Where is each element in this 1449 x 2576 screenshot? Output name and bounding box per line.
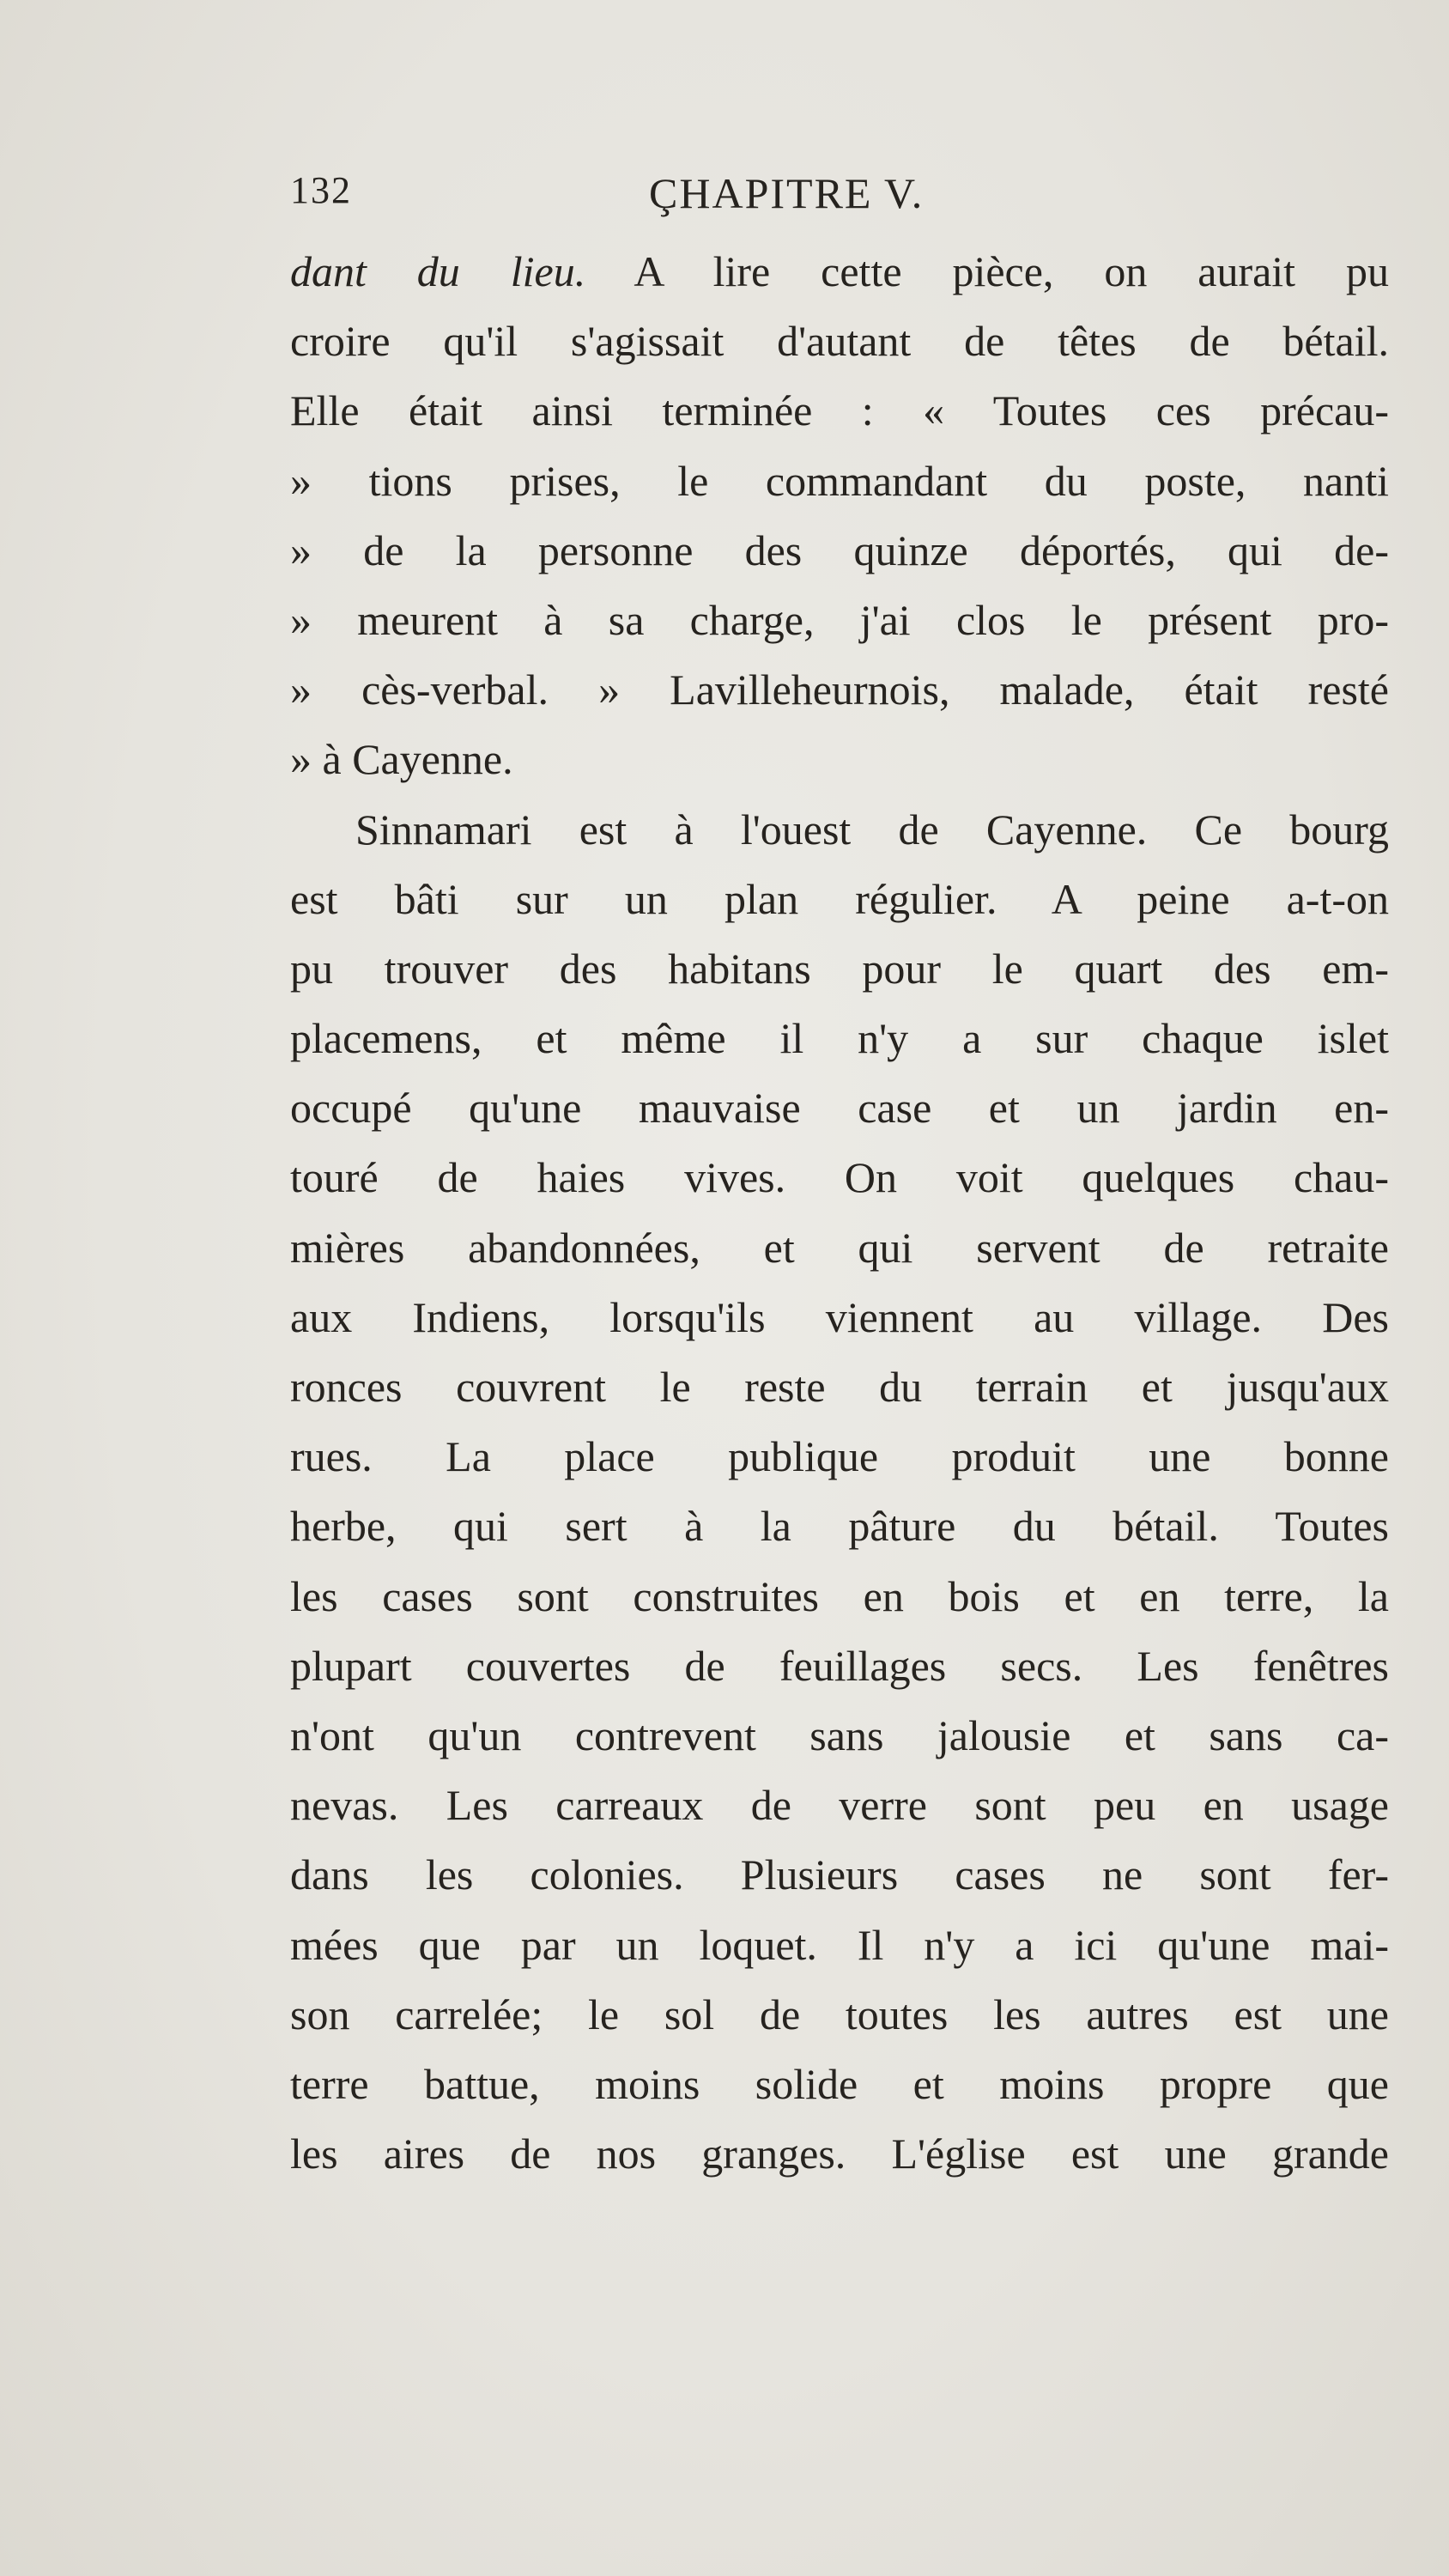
- text-line: ronces couvrent le reste du terrain et jusqu'aux: [290, 1363, 1389, 1411]
- text-line: mières abandonnées, et qui servent de retraite: [290, 1223, 1389, 1272]
- text-line: plupart couvertes de feuillages secs. Les fenêtres: [290, 1641, 1389, 1690]
- text-line: touré de haies vives. On voit quelques chau-: [290, 1153, 1389, 1202]
- text-line: mées que par un loquet. Il n'y a ici qu'une mai-: [290, 1920, 1389, 1969]
- text-line: n'ont qu'un contrevent sans jalousie et sans ca-: [290, 1710, 1389, 1759]
- text-line: son carrelée; le sol de toutes les autres est une: [290, 1990, 1389, 2038]
- text-line: » de la personne des quinze déportés, qui de-: [290, 526, 1389, 574]
- text-line: les cases sont construites en bois et en terre, la: [290, 1571, 1389, 1620]
- text-line: [290, 237, 1389, 307]
- text-line: terre battue, moins solide et moins propre que: [290, 2059, 1389, 2108]
- text-line: les aires de nos granges. L'église est une grande: [290, 2129, 1389, 2178]
- page-number: 132: [290, 169, 352, 211]
- text-line: aux Indiens, lorsqu'ils viennent au village. Des: [290, 1292, 1389, 1341]
- body-text: [290, 237, 1389, 2189]
- text-line: » à Cayenne.: [290, 735, 513, 784]
- text-line: » tions prises, le commandant du poste, nanti: [290, 456, 1389, 505]
- line-text: A lire cette pièce, on aurait pu: [585, 247, 1389, 295]
- text-line: croire qu'il s'agissait d'autant de têtes de bétail.: [290, 317, 1389, 366]
- text-line: est bâti sur un plan régulier. A peine a-t-on: [290, 874, 1389, 923]
- page-header: [290, 168, 1389, 228]
- text-line: » cès-verbal. » Lavilleheurnois, malade, était resté: [290, 665, 1389, 714]
- text-line: placemens, et même il n'y a sur chaque islet: [290, 1014, 1389, 1063]
- text-line: Elle était ainsi terminée : « Toutes ces précau-: [290, 386, 1389, 435]
- text-line: dans les colonies. Plusieurs cases ne sont fer-: [290, 1850, 1389, 1899]
- paragraph-first-line: Sinnamari est à l'ouest de Cayenne. Ce bourg: [355, 805, 1389, 854]
- running-head: ÇHAPITRE V.: [649, 169, 925, 217]
- text-line: » meurent à sa charge, j'ai clos le présent pro-: [290, 595, 1389, 644]
- text-line: pu trouver des habitans pour le quart des em-: [290, 944, 1389, 993]
- text-line: nevas. Les carreaux de verre sont peu en usage: [290, 1781, 1389, 1830]
- text-line: rues. La place publique produit une bonne: [290, 1432, 1389, 1481]
- text-line: herbe, qui sert à la pâture du bétail. Toutes: [290, 1502, 1389, 1551]
- italic-phrase: dant du lieu.: [290, 247, 586, 295]
- text-line: occupé qu'une mauvaise case et un jardin en-: [290, 1084, 1389, 1133]
